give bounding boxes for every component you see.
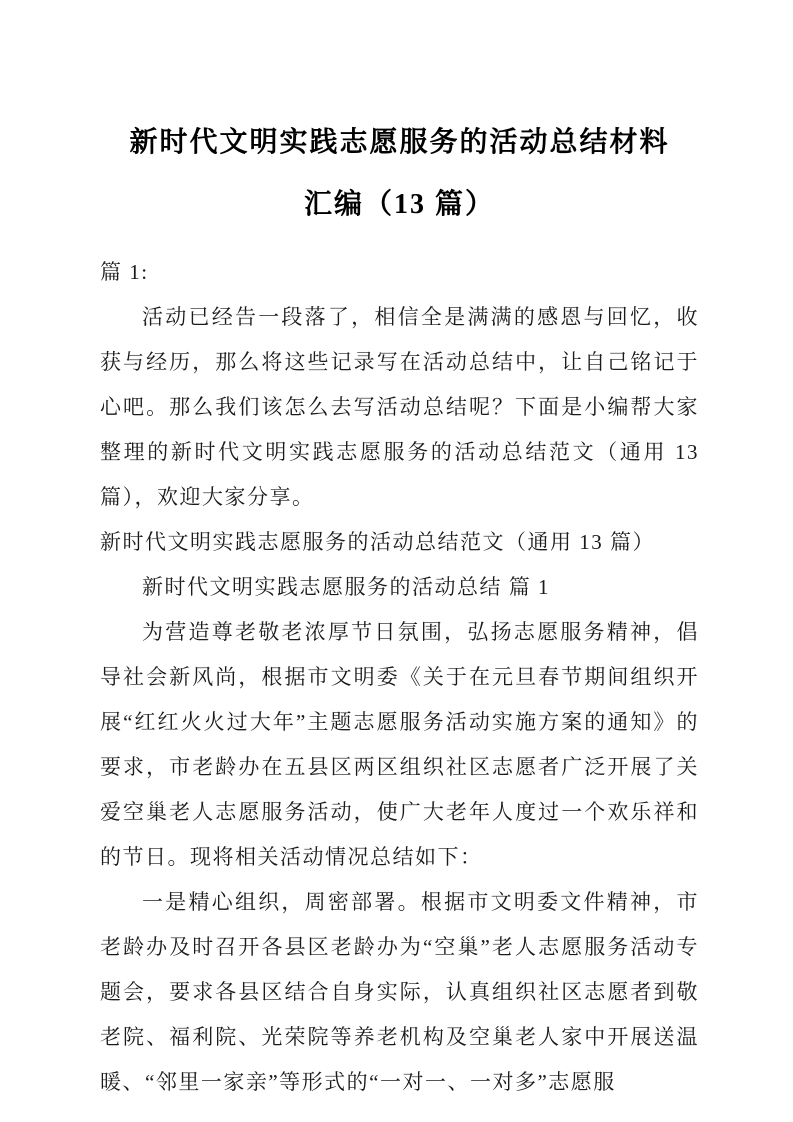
section-label: 篇 1:: [100, 260, 149, 284]
paragraph-collection-subtitle: 新时代文明实践志愿服务的活动总结范文（通用 13 篇）: [100, 530, 655, 554]
paragraph-body-2: 一是精心组织，周密部署。根据市文明委文件精神，市老龄办及时召开各县区老龄办为“空巢”老人志愿服务活动专题会，要求各县区结合自身实际，认真组织社区志愿者到敬老院、福利院、光荣院等养老机构及空巢老人家中开展送温暖、“邻里一家亲”等形式的“一对一、一对多”志愿服: [100, 890, 699, 1094]
document-title: [100, 112, 699, 236]
paragraph-section-heading: 新时代文明实践志愿服务的活动总结 篇 1: [142, 575, 550, 599]
paragraph-body-1: 为营造尊老敬老浓厚节日氛围，弘扬志愿服务精神，倡导社会新风尚，根据市文明委《关于在元旦春节期间组织开展“红红火火过大年”主题志愿服务活动实施方案的通知》的要求，市老龄办在五县区两区组织社区志愿者广泛开展了关爱空巢老人志愿服务活动，使广大老年人度过一个欢乐祥和的节日。现将相关活动情况总结如下：: [100, 620, 699, 869]
paragraph-intro: 活动已经告一段落了，相信全是满满的感恩与回忆，收获与经历，那么将这些记录写在活动总结中，让自己铭记于心吧。那么我们该怎么去写活动总结呢？下面是小编帮大家整理的新时代文明实践志愿服务的活动总结范文（通用 13 篇），欢迎大家分享。: [100, 305, 699, 509]
document-title-line-1: 新时代文明实践志愿服务的活动总结材料: [129, 127, 670, 158]
document-title-line-2: 汇编（13 篇）: [303, 189, 495, 220]
